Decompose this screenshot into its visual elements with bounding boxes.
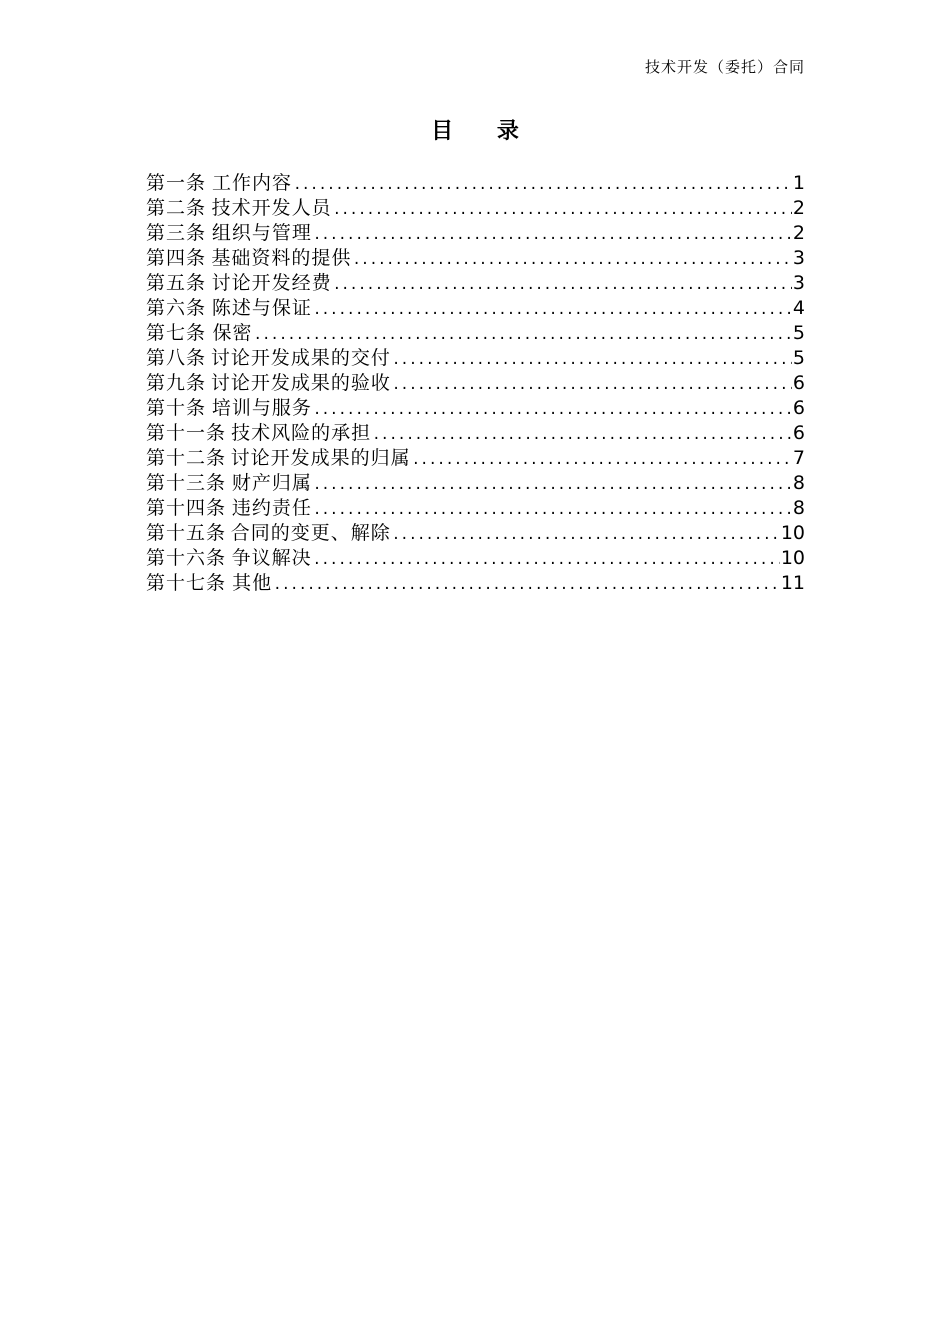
toc-entry-page: 5 [792, 347, 805, 369]
toc-entry[interactable] [146, 546, 805, 571]
toc-entry-label: 合同的变更、解除 [230, 522, 391, 544]
toc-entry-label: 争议解决 [231, 547, 312, 569]
toc-entry-page: 2 [792, 197, 805, 219]
toc-dot-leader [313, 398, 792, 423]
toc-title: 目 录 [431, 119, 537, 144]
toc-entry-page: 6 [792, 372, 805, 394]
toc-entry-number: 第十条 [146, 397, 207, 419]
toc-entry-page: 1 [792, 172, 805, 194]
toc-entry-number: 第十七条 [146, 572, 227, 594]
toc-dot-leader [313, 498, 792, 523]
toc-entry[interactable] [146, 246, 805, 271]
toc-entry-label: 技术风险的承担 [231, 422, 372, 444]
toc-dot-leader [313, 298, 792, 323]
toc-entry-label: 讨论开发成果的归属 [230, 447, 411, 469]
toc-entry-number: 第六条 [146, 297, 207, 319]
toc-entry-number: 第一条 [146, 172, 207, 194]
toc-entry-number: 第八条 [146, 347, 207, 369]
toc-dot-leader [333, 273, 792, 298]
toc-entry-label: 讨论开发成果的交付 [210, 347, 391, 369]
toc-dot-leader [333, 198, 792, 223]
toc-entry-number: 第五条 [146, 272, 207, 294]
toc-entry[interactable] [146, 396, 805, 421]
toc-entry-label: 保密 [212, 322, 253, 344]
table-of-contents [146, 171, 805, 596]
toc-dot-leader [313, 473, 792, 498]
toc-entry-page: 4 [792, 297, 805, 319]
toc-entry-number: 第十五条 [146, 522, 227, 544]
toc-entry-label: 组织与管理 [211, 222, 312, 244]
toc-entry-page: 5 [792, 322, 805, 344]
toc-dot-leader [293, 173, 792, 198]
toc-entry[interactable] [146, 421, 805, 446]
toc-entry-number: 第十六条 [146, 547, 227, 569]
toc-entry-page: 10 [780, 522, 805, 544]
toc-entry[interactable] [146, 346, 805, 371]
toc-entry-page: 10 [780, 547, 805, 569]
toc-dot-leader [392, 523, 780, 548]
toc-entry-label: 工作内容 [212, 172, 293, 194]
toc-entry[interactable] [146, 471, 805, 496]
toc-dot-leader [273, 573, 780, 598]
toc-dot-leader [352, 248, 792, 273]
toc-entry[interactable] [146, 196, 805, 221]
toc-entry-number: 第四条 [146, 247, 207, 269]
toc-entry-page: 6 [792, 397, 805, 419]
toc-dot-leader [254, 323, 792, 348]
toc-dot-leader [392, 348, 792, 373]
toc-entry[interactable] [146, 271, 805, 296]
toc-entry-page: 2 [792, 222, 805, 244]
toc-entry[interactable] [146, 321, 805, 346]
toc-entry-label: 其他 [232, 572, 273, 594]
toc-entry-number: 第十二条 [146, 447, 227, 469]
toc-entry[interactable] [146, 571, 805, 596]
toc-entry-label: 培训与服务 [211, 397, 312, 419]
toc-entry[interactable] [146, 171, 805, 196]
toc-entry-number: 第七条 [146, 322, 207, 344]
toc-dot-leader [372, 423, 792, 448]
toc-entry-number: 第三条 [146, 222, 207, 244]
toc-entry-label: 技术开发人员 [211, 197, 332, 219]
toc-entry-label: 违约责任 [231, 497, 312, 519]
toc-entry-number: 第十一条 [146, 422, 227, 444]
toc-entry-page: 7 [792, 447, 805, 469]
toc-entry-number: 第十三条 [146, 472, 227, 494]
toc-entry-label: 财产归属 [231, 472, 312, 494]
toc-entry[interactable] [146, 446, 805, 471]
toc-entry[interactable] [146, 371, 805, 396]
toc-entry-number: 第二条 [146, 197, 207, 219]
toc-entry-label: 讨论开发经费 [211, 272, 332, 294]
toc-entry[interactable] [146, 521, 805, 546]
toc-entry-number: 第十四条 [146, 497, 227, 519]
toc-entry-page: 3 [792, 247, 805, 269]
toc-dot-leader [313, 548, 780, 573]
toc-entry[interactable] [146, 296, 805, 321]
toc-entry-page: 8 [792, 472, 805, 494]
toc-entry-page: 11 [780, 572, 805, 594]
toc-entry-label: 讨论开发成果的验收 [210, 372, 391, 394]
toc-entry[interactable] [146, 496, 805, 521]
toc-entry[interactable] [146, 221, 805, 246]
toc-entry-page: 6 [792, 422, 805, 444]
toc-entry-page: 3 [792, 272, 805, 294]
toc-entry-label: 基础资料的提供 [211, 247, 352, 269]
toc-dot-leader [412, 448, 792, 473]
toc-entry-number: 第九条 [146, 372, 207, 394]
document-header: 技术开发（委托）合同 [644, 58, 805, 76]
toc-entry-page: 8 [792, 497, 805, 519]
toc-dot-leader [392, 373, 792, 398]
toc-dot-leader [313, 223, 792, 248]
toc-entry-label: 陈述与保证 [211, 297, 312, 319]
